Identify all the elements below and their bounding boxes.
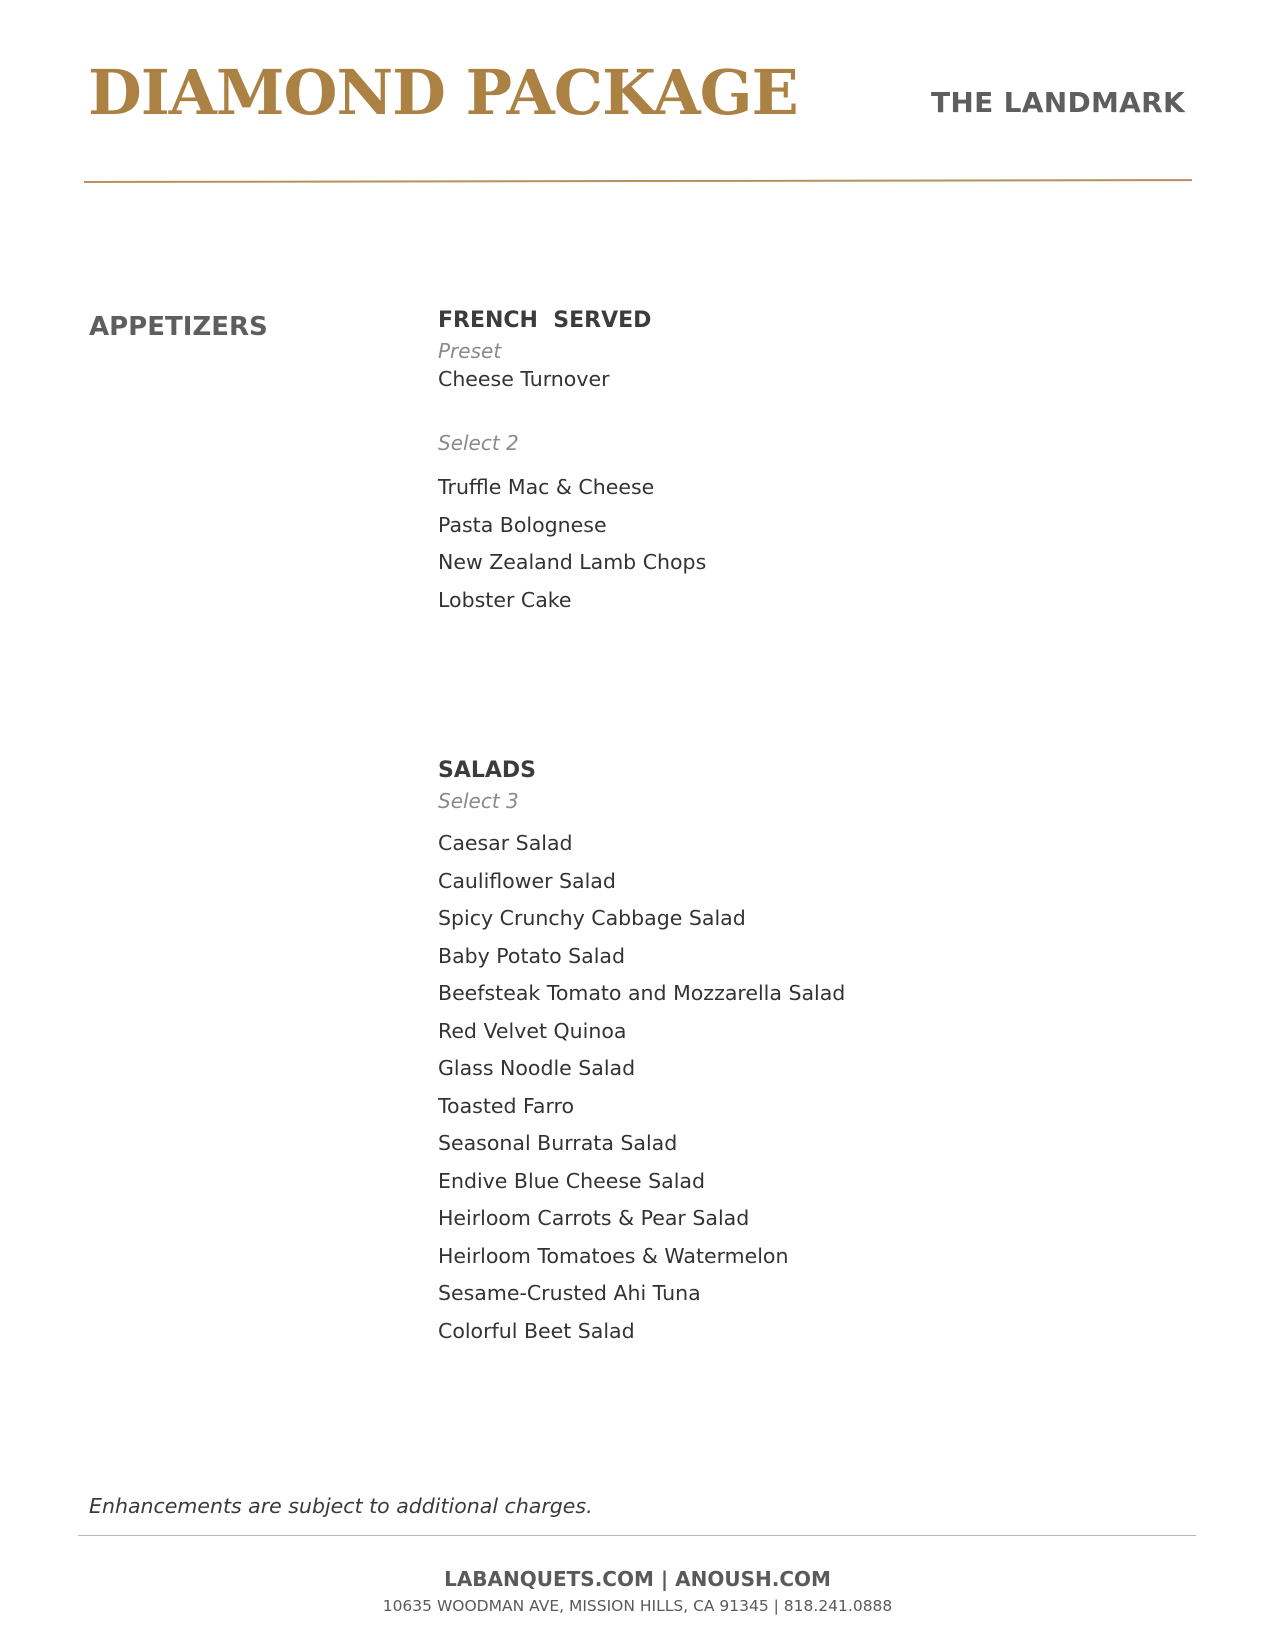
footer-divider bbox=[78, 1535, 1196, 1536]
list-item: Sesame-Crusted Ahi Tuna bbox=[438, 1281, 701, 1305]
package-title: DIAMOND PACKAGE bbox=[88, 56, 798, 129]
list-item: Red Velvet Quinoa bbox=[438, 1018, 627, 1043]
list-item: New Zealand Lamb Chops bbox=[438, 550, 707, 574]
list-item: Seasonal Burrata Salad bbox=[438, 1131, 678, 1155]
list-item: Lobster Cake bbox=[438, 587, 572, 612]
list-item: Cauliflower Salad bbox=[438, 868, 616, 893]
footer-websites: LABANQUETS.COM | ANOUSH.COM bbox=[444, 1567, 831, 1591]
enhancements-note: Enhancements are subject to additional charges. bbox=[89, 1494, 593, 1518]
list-item: Glass Noodle Salad bbox=[438, 1056, 636, 1080]
salads-block bbox=[438, 756, 845, 1350]
appetizers-section-label: APPETIZERS bbox=[89, 312, 268, 342]
list-item: Baby Potato Salad bbox=[438, 943, 626, 968]
preset-note: Preset bbox=[438, 339, 502, 363]
list-item: Endive Blue Cheese Salad bbox=[438, 1168, 705, 1193]
list-item: Caesar Salad bbox=[438, 831, 573, 855]
list-item: Colorful Beet Salad bbox=[438, 1318, 635, 1343]
footer-address: 10635 WOODMAN AVE, MISSION HILLS, CA 91345 | 818.241.0888 bbox=[382, 1597, 893, 1615]
list-item: Pasta Bolognese bbox=[438, 512, 607, 537]
salads-select-note: Select 3 bbox=[438, 789, 519, 813]
salads-list bbox=[438, 825, 845, 1350]
list-item: Beefsteak Tomato and Mozzarella Salad bbox=[438, 981, 846, 1005]
venue-name: THE LANDMARK bbox=[931, 86, 1185, 119]
header-divider bbox=[84, 179, 1192, 183]
appetizers-select-note: Select 2 bbox=[438, 431, 519, 455]
list-item: Toasted Farro bbox=[438, 1093, 575, 1118]
salads-heading: SALADS bbox=[438, 758, 537, 783]
list-item: Heirloom Carrots & Pear Salad bbox=[438, 1206, 750, 1230]
french-served-heading: FRENCH SERVED bbox=[438, 308, 652, 333]
preset-item: Cheese Turnover bbox=[438, 367, 610, 391]
list-item: Truffle Mac & Cheese bbox=[438, 475, 655, 499]
appetizers-list bbox=[438, 469, 706, 619]
list-item: Heirloom Tomatoes & Watermelon bbox=[438, 1243, 789, 1268]
list-item: Spicy Crunchy Cabbage Salad bbox=[438, 906, 746, 930]
appetizers-block bbox=[438, 306, 706, 619]
